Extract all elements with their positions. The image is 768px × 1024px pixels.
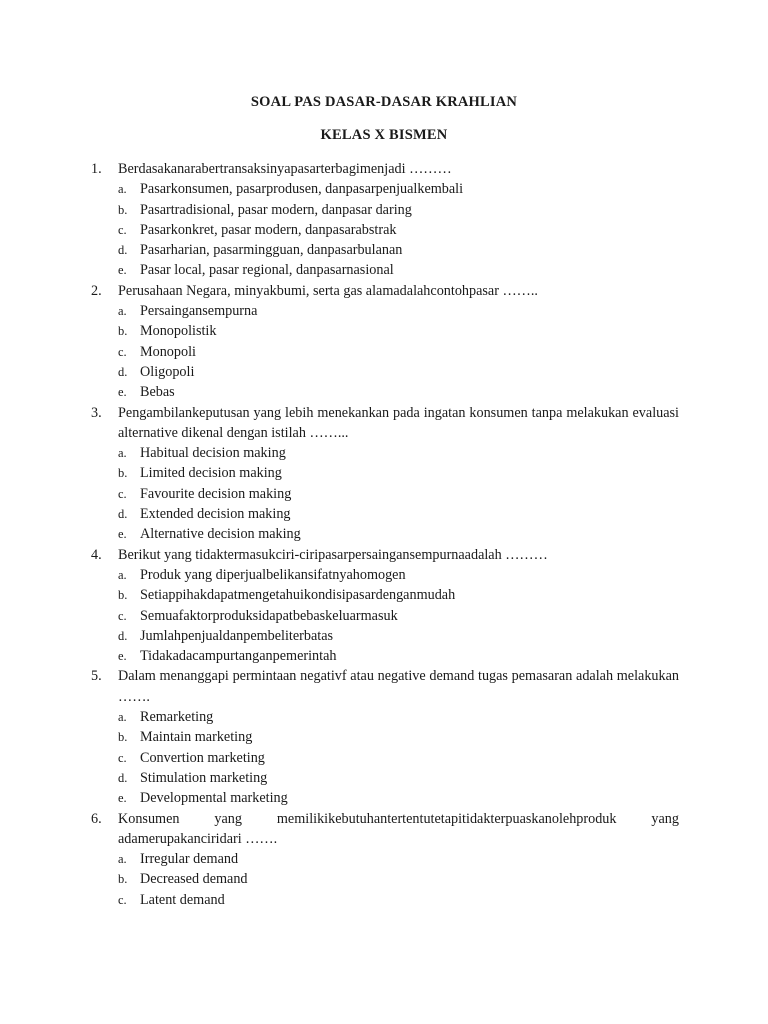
option-letter: c. (118, 892, 127, 907)
option-letter: b. (118, 872, 128, 887)
option-text: Stimulation marketing (140, 769, 268, 786)
option-text: Developmental marketing (140, 790, 288, 807)
option-b (118, 869, 679, 889)
option-e (118, 788, 679, 808)
option-text: Convertion marketing (140, 749, 265, 766)
option-letter: b. (118, 730, 128, 745)
question-4 (91, 545, 679, 667)
option-list (118, 849, 679, 910)
option-letter: e. (118, 791, 127, 806)
option-letter: b. (118, 202, 128, 217)
option-c (118, 890, 679, 910)
question-number: 4. (91, 546, 102, 563)
option-text: Bebas (140, 384, 175, 401)
option-b (118, 727, 679, 747)
option-c (118, 342, 679, 362)
option-letter: b. (118, 324, 128, 339)
option-d (118, 240, 679, 260)
option-e (118, 260, 679, 280)
question-3 (91, 403, 679, 545)
option-letter: e. (118, 649, 127, 664)
question-6 (91, 809, 679, 910)
option-text: Latent demand (140, 891, 225, 908)
option-a (118, 707, 679, 727)
question-text: Berdasakanarabertransaksinyapasarterbagimenjadi ……… (118, 161, 452, 177)
option-letter: d. (118, 243, 128, 258)
option-letter: e. (118, 527, 127, 542)
document-title: SOAL PAS DASAR-DASAR KRAHLIAN (250, 94, 518, 110)
option-b (118, 321, 679, 341)
question-text-line-2: adamerupakanciridari ……. (118, 830, 278, 847)
option-text: Limited decision making (140, 465, 282, 482)
option-text: Tidakadacampurtanganpemerintah (140, 648, 337, 665)
option-letter: c. (118, 222, 127, 237)
option-b (118, 463, 679, 483)
option-list (118, 179, 679, 280)
option-c (118, 484, 679, 504)
question-number: 1. (91, 161, 102, 177)
option-text: Pasarharian, pasarmingguan, danpasarbulanan (140, 242, 403, 259)
option-text: Setiappihakdapatmengetahuikondisipasardenganmudah (140, 587, 456, 604)
option-letter: e. (118, 263, 127, 278)
question-text: Perusahaan Negara, minyakbumi, serta gas alamadalahcontohpasar …….. (118, 282, 538, 299)
option-e (118, 646, 679, 666)
option-text: Monopoli (140, 343, 196, 360)
option-letter: d. (118, 364, 128, 379)
question-list (91, 159, 679, 910)
option-letter: a. (118, 710, 127, 725)
option-b (118, 585, 679, 605)
option-text: Pasarkonkret, pasar modern, danpasarabstrak (140, 221, 397, 238)
option-text: Habitual decision making (140, 445, 286, 462)
option-letter: e. (118, 385, 127, 400)
option-text: Monopolistik (140, 323, 217, 340)
option-letter: b. (118, 466, 128, 481)
option-b (118, 200, 679, 220)
option-text: Produk yang diperjualbelikansifatnyahomogen (140, 566, 406, 583)
option-letter: c. (118, 344, 127, 359)
option-text: Pasar local, pasar regional, danpasarnasional (140, 262, 394, 279)
question-text: Dalam menanggapi permintaan negativf atau negative demand tugas pemasaran adalah melakukan ……. (118, 668, 679, 705)
option-letter: d. (118, 770, 128, 785)
question-number: 5. (91, 668, 102, 685)
question-text-line-1: Konsumen yang memilikikebutuhantertentutetapitidakterpuaskanolehproduk yang (118, 810, 679, 827)
option-a (118, 179, 679, 199)
option-list (118, 443, 679, 544)
option-a (118, 849, 679, 869)
option-text: Remarketing (140, 709, 214, 726)
question-number: 3. (91, 404, 102, 421)
document-subtitle: KELAS X BISMEN (320, 127, 448, 143)
question-1 (91, 159, 679, 281)
option-a (118, 301, 679, 321)
option-letter: c. (118, 608, 127, 623)
option-letter: a. (118, 852, 127, 867)
option-letter: b. (118, 588, 128, 603)
option-list (118, 565, 679, 666)
option-letter: a. (118, 182, 127, 197)
option-d (118, 626, 679, 646)
option-letter: a. (118, 567, 127, 582)
option-text: Favourite decision making (140, 485, 292, 502)
option-a (118, 565, 679, 585)
option-list (118, 301, 679, 402)
option-text: Irregular demand (140, 851, 239, 868)
option-text: Pasartradisional, pasar modern, danpasar daring (140, 201, 412, 218)
option-letter: c. (118, 486, 127, 501)
option-text: Jumlahpenjualdanpembeliterbatas (140, 627, 334, 644)
option-list (118, 707, 679, 808)
option-c (118, 606, 679, 626)
option-d (118, 768, 679, 788)
option-text: Decreased demand (140, 871, 248, 888)
option-text: Semuafaktorproduksidapatbebaskeluarmasuk (140, 607, 398, 624)
option-d (118, 504, 679, 524)
question-text: Pengambilankeputusan yang lebih menekankan pada ingatan konsumen tanpa melakukan evaluasi alternative dikenal dengan istilah ……... (118, 404, 679, 441)
option-text: Oligopoli (140, 363, 195, 380)
option-c (118, 220, 679, 240)
option-letter: d. (118, 507, 128, 522)
option-text: Pasarkonsumen, pasarprodusen, danpasarpenjualkembali (140, 181, 464, 198)
option-letter: a. (118, 446, 127, 461)
option-letter: a. (118, 304, 127, 319)
option-c (118, 748, 679, 768)
option-text: Maintain marketing (140, 729, 253, 746)
option-d (118, 362, 679, 382)
question-number: 6. (91, 810, 102, 827)
option-text: Alternative decision making (140, 526, 301, 543)
option-letter: d. (118, 628, 128, 643)
option-a (118, 443, 679, 463)
question-2 (91, 281, 679, 403)
option-e (118, 382, 679, 402)
option-text: Extended decision making (140, 506, 291, 523)
question-number: 2. (91, 282, 102, 299)
option-e (118, 524, 679, 544)
question-5 (91, 666, 679, 808)
option-letter: c. (118, 750, 127, 765)
question-text: Berikut yang tidaktermasukciri-ciripasarpersaingansempurnaadalah ……… (118, 546, 548, 563)
option-text: Persaingansempurna (140, 303, 258, 320)
